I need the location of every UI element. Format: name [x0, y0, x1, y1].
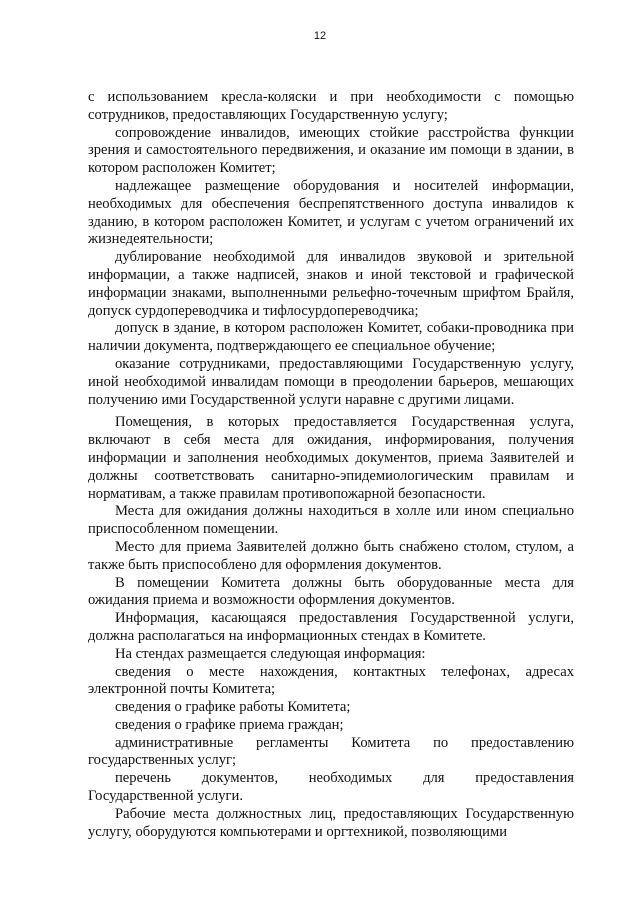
paragraph: сведения о графике работы Комитета; — [115, 699, 351, 716]
page-number: 12 — [313, 30, 327, 42]
paragraph: На стендах размещается следующая информация: — [115, 645, 426, 662]
paragraph: надлежащее размещение оборудования и носителей информации, необходимых для обеспечения беспрепятственного доступа инвалидов к зданию, в котором расположен Комитет, и услугам с учетом ограничений их жизнедеятельности; — [88, 177, 574, 248]
paragraph: В помещении Комитета должны быть оборудованные места для ожидания приема и возможности оформления документов. — [88, 574, 574, 609]
paragraph: Помещения, в которых предоставляется Государственная услуга, включают в себя места для ожидания, информирования, получения информации и заполнения необходимых документов, приема Заявителей и должны соответствовать санитарно-эпидемиологическим правилам и нормативам, а также правилам противопожарной безопасности. — [88, 414, 574, 502]
paragraph: с использованием кресла-коляски и при необходимости с помощью сотрудников, предоставляющих Государственную услугу; — [88, 89, 574, 123]
paragraph: административные регламенты Комитета по предоставлению государственных услуг; — [88, 734, 574, 769]
paragraph: Места для ожидания должны находиться в холле или ином специально приспособленном помещении. — [88, 503, 574, 538]
paragraph: дублирование необходимой для инвалидов звуковой и зрительной информации, а также надписей, знаков и иной текстовой и графической информации знаками, выполненными рельефно-точечным шрифтом Брайля, допуск сурдопереводчика и тифлосурдопереводчика; — [88, 249, 574, 319]
paragraph: сведения о графике приема граждан; — [115, 716, 344, 733]
document-body — [88, 89, 574, 841]
paragraph: сведения о месте нахождения, контактных телефонах, адресах электронной почты Комитета; — [88, 663, 574, 698]
paragraph: Информация, касающаяся предоставления Государственной услуги, должна располагаться на информационных стендах в Комитете. — [88, 610, 574, 644]
paragraph: допуск в здание, в котором расположен Комитет, собаки-проводника при наличии документа, подтверждающего ее специальное обучение; — [88, 320, 574, 355]
paragraph: оказание сотрудниками, предоставляющими Государственную услугу, иной необходимой инвалидам помощи в преодолении барьеров, мешающих получению ими Государственной услуги наравне с другими лицами. — [88, 355, 574, 408]
paragraph: сопровождение инвалидов, имеющих стойкие расстройства функции зрения и самостоятельного передвижения, и оказание им помощи в здании, в котором расположен Комитет; — [88, 124, 574, 177]
paragraph: Рабочие места должностных лиц, предоставляющих Государственную услугу, оборудуются компьютерами и оргтехникой, позволяющими — [88, 805, 574, 840]
paragraph: перечень документов, необходимых для предоставления Государственной услуги. — [88, 770, 574, 805]
paragraph: Место для приема Заявителей должно быть снабжено столом, стулом, а также быть приспособлено для оформления документов. — [88, 538, 574, 573]
